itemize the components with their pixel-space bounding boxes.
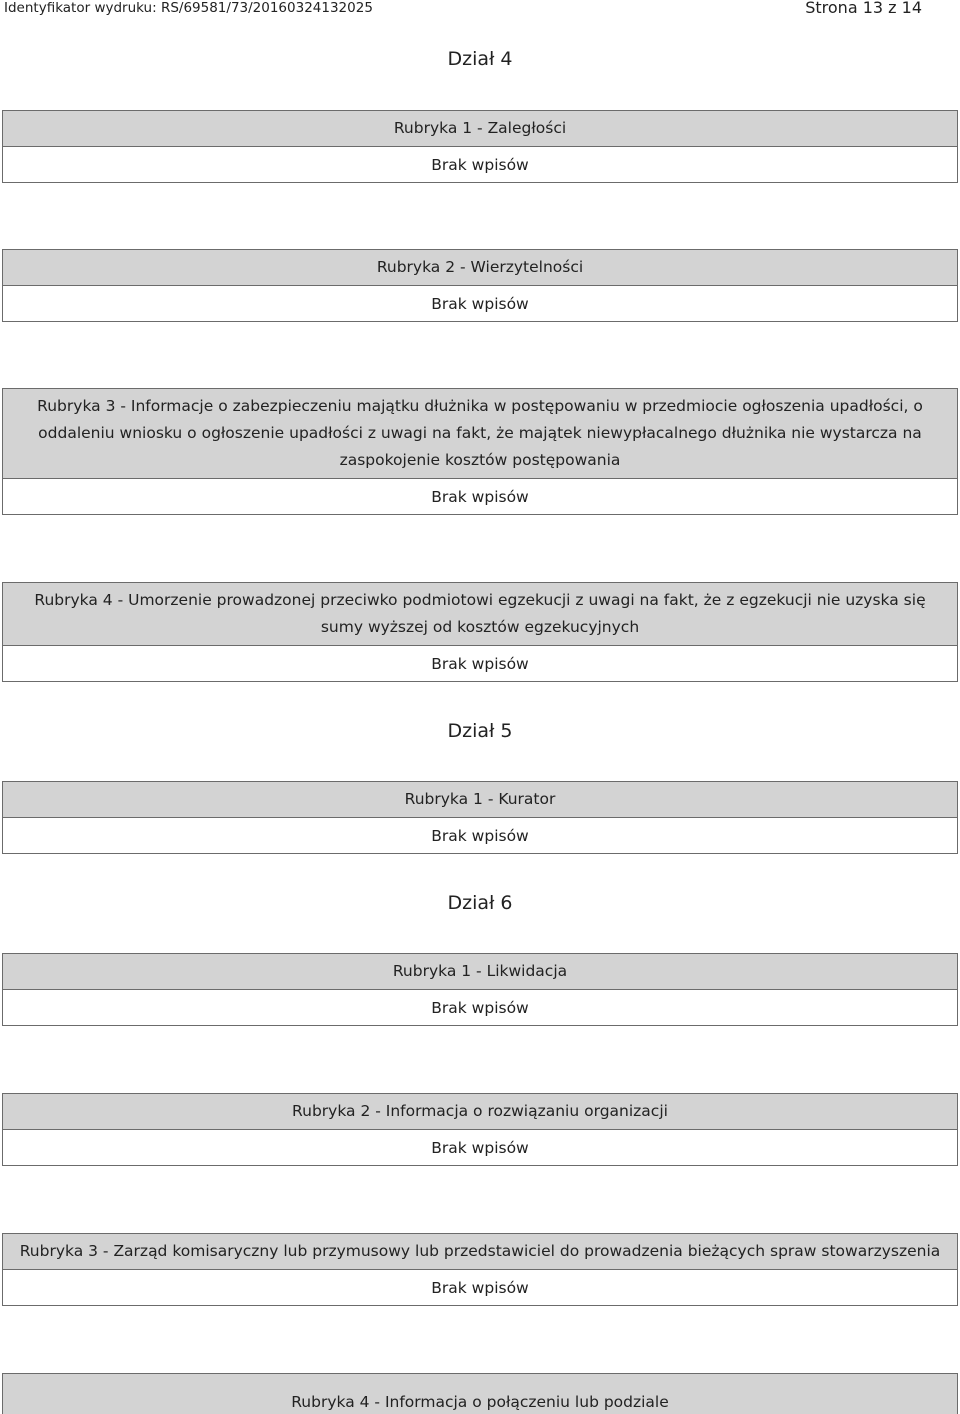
rubric-box — [2, 1233, 958, 1306]
rubric-title: Rubryka 4 - Umorzenie prowadzonej przeciwko podmiotowi egzekucji z uwagi na fakt, że z egzekucji nie uzyska się sumy wyższej od kosztów egzekucyjnych — [3, 583, 957, 646]
rubric-box — [2, 249, 958, 322]
rubric-title: Rubryka 2 - Informacja o rozwiązaniu organizacji — [3, 1094, 957, 1130]
rubric-box — [2, 1373, 958, 1414]
section-title: Dział 4 — [447, 48, 513, 70]
rubric-title: Rubryka 4 - Informacja o połączeniu lub podziale — [3, 1374, 957, 1414]
rubric-title: Rubryka 2 - Wierzytelności — [3, 250, 957, 286]
rubric-entries: Brak wpisów — [431, 998, 529, 1017]
rubric-box — [2, 582, 958, 682]
rubric-box — [2, 953, 958, 1026]
rubric-entries: Brak wpisów — [431, 654, 529, 673]
rubric-title: Rubryka 1 - Zaległości — [3, 111, 957, 147]
rubric-entries: Brak wpisów — [431, 1278, 529, 1297]
rubric-box — [2, 388, 958, 515]
rubric-title: Rubryka 3 - Informacje o zabezpieczeniu majątku dłużnika w postępowaniu w przedmiocie ogłoszenia upadłości, o oddaleniu wniosku o ogłoszenie upadłości z uwagi na fakt, że majątek niewypłacalnego dłużnika nie wystarcza na zaspokojenie kosztów postępowania — [3, 389, 957, 479]
rubric-entries: Brak wpisów — [431, 826, 529, 845]
rubric-entries: Brak wpisów — [431, 1138, 529, 1157]
page-number: Strona 13 z 14 — [805, 0, 922, 17]
rubric-box — [2, 781, 958, 854]
rubric-entries: Brak wpisów — [431, 487, 529, 506]
rubric-entries: Brak wpisów — [431, 155, 529, 174]
rubric-box — [2, 1093, 958, 1166]
rubric-box — [2, 110, 958, 183]
rubric-title: Rubryka 1 - Likwidacja — [3, 954, 957, 990]
print-identifier: Identyfikator wydruku: RS/69581/73/20160324132025 — [4, 0, 373, 16]
section-title: Dział 6 — [447, 892, 513, 914]
rubric-title: Rubryka 1 - Kurator — [3, 782, 957, 818]
rubric-title: Rubryka 3 - Zarząd komisaryczny lub przymusowy lub przedstawiciel do prowadzenia bieżących spraw stowarzyszenia — [3, 1234, 957, 1270]
section-title: Dział 5 — [447, 720, 513, 742]
rubric-entries: Brak wpisów — [431, 294, 529, 313]
